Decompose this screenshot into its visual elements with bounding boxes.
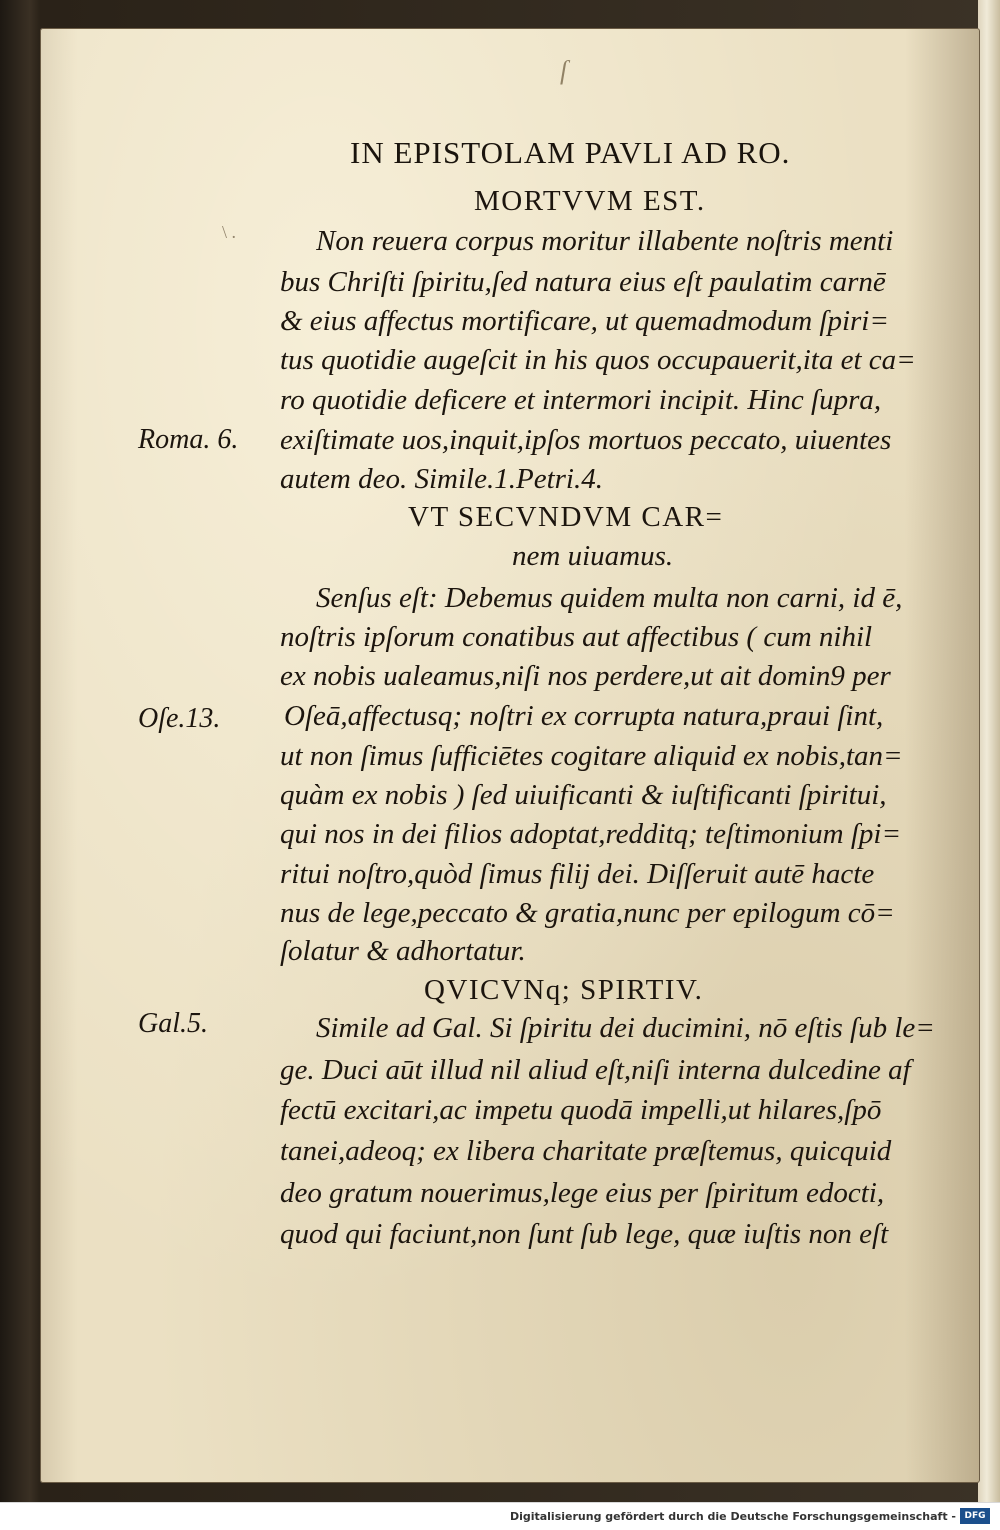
text-line-6: exiſtimate uos,inquit,ipſos mortuos peccato, uiuentes <box>280 424 892 456</box>
text-line-1: Non reuera corpus moritur illabente noſtris menti <box>316 225 894 257</box>
text-line-16: nus de lege,peccato & gratia,nunc per epilogum cō= <box>280 897 895 929</box>
text-line-19: ge. Duci aūt illud nil aliud eſt,niſi interna dulcedine af <box>280 1054 911 1086</box>
text-line-18: Simile ad Gal. Si ſpiritu dei ducimini, nō eſtis ſub le= <box>316 1012 935 1044</box>
text-line-15: ritui noſtro,quòd ſimus filij dei. Diſſeruit autē hacte <box>280 858 875 890</box>
margin-note-ose: Oſe.13. <box>138 703 221 734</box>
text-line-3: & eius affectus mortificare, ut quemadmodum ſpiri= <box>280 305 889 337</box>
text-line-7: autem deo. Simile.1.Petri.4. <box>280 463 603 495</box>
text-line-4: tus quotidie augeſcit in his quos occupauerit,ita et ca= <box>280 344 916 376</box>
heading-mortuum: MORTVVM EST. <box>474 185 706 217</box>
text-line-12: ut non ſimus ſufficiētes cogitare aliquid ex nobis,tan= <box>280 740 903 772</box>
text-line-10: ex nobis ualeamus,niſi nos perdere,ut ait domin9 per <box>280 660 891 692</box>
text-line-11: Oſeā,affectusq; noſtri ex corrupta natura,praui ſint, <box>284 700 884 732</box>
funding-notice: Digitalisierung gefördert durch die Deutsche Forschungsgemeinschaft - <box>509 1510 956 1523</box>
text-line-8: Senſus eſt: Debemus quidem multa non carni, id ē, <box>316 582 903 614</box>
text-line-22: deo gratum nouerimus,lege eius per ſpiritum edocti, <box>280 1177 885 1209</box>
text-line-23: quod qui faciunt,non ſunt ſub lege, quæ iuſtis non eſt <box>280 1218 889 1250</box>
text-line-5: ro quotidie deficere et intermori incipit. Hinc ſupra, <box>280 384 882 416</box>
heading-secundum-cont: nem uiuamus. <box>512 540 674 572</box>
footer-bar <box>0 1502 1000 1530</box>
text-line-17: ſolatur & adhortatur. <box>280 935 526 967</box>
next-page-edge <box>978 0 1000 1502</box>
dfg-logo-icon[interactable]: DFG <box>960 1508 990 1524</box>
heading-secundum: VT SECVNDVM CAR= <box>408 501 724 533</box>
margin-note-gal: Gal.5. <box>138 1008 208 1039</box>
text-line-2: bus Chriſti ſpiritu,ſed natura eius eſt paulatim carnē <box>280 266 886 298</box>
heading-quicunq: QVICVNq; SPIRTIV. <box>424 974 704 1006</box>
margin-note-roma: Roma. 6. <box>138 424 239 455</box>
text-line-9: noſtris ipſorum conatibus aut affectibus ( cum nihil <box>280 621 873 653</box>
text-line-21: tanei,adeoq; ex libera charitate præſtemus, quicquid <box>280 1135 892 1167</box>
text-line-14: qui nos in dei filios adoptat,redditq; teſtimonium ſpi= <box>280 818 902 850</box>
text-line-20: fectū excitari,ac impetu quodā impelli,ut hilares,ſpō <box>280 1094 882 1126</box>
page-mark: ſ <box>560 56 568 85</box>
ink-smudge: \ . <box>222 222 237 242</box>
running-header: IN EPISTOLAM PAVLI AD RO. <box>350 135 791 170</box>
text-line-13: quàm ex nobis ) ſed uiuificanti & iuſtificanti ſpiritui, <box>280 779 887 811</box>
